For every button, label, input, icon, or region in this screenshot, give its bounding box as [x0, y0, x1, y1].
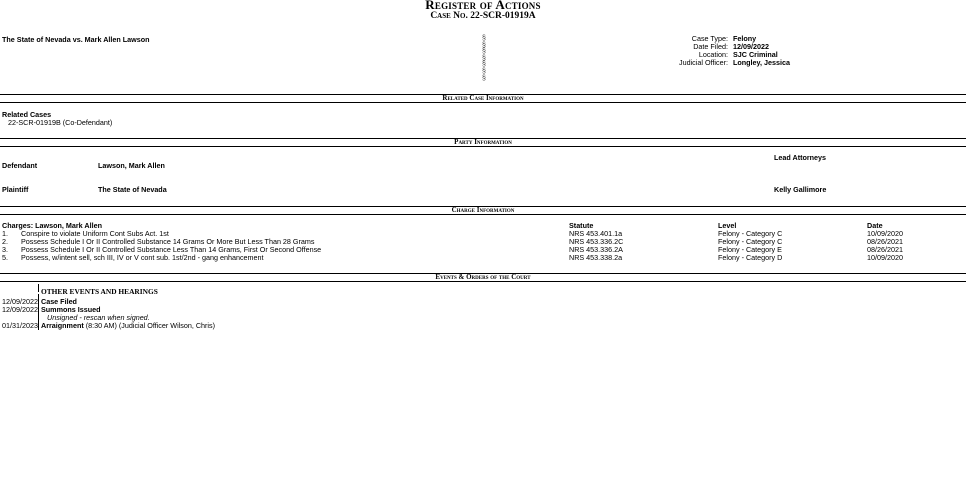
events-date-divider	[38, 294, 39, 330]
date-filed-value: 12/09/2022	[733, 42, 769, 51]
events-heading: OTHER EVENTS AND HEARINGS	[41, 287, 158, 296]
case-info-values	[733, 35, 790, 67]
plaintiff-role: Plaintiff	[2, 185, 29, 194]
charge-number: 2.	[2, 237, 8, 246]
section-mark: §	[482, 67, 486, 75]
charge-level: Felony - Category C	[718, 229, 783, 238]
section-mark: §	[482, 74, 486, 82]
charge-date: 08/26/2021	[867, 237, 903, 246]
events-band	[0, 273, 966, 282]
lead-attorneys-heading: Lead Attorneys	[774, 153, 827, 162]
section-mark: §	[482, 61, 486, 69]
charge-statute: NRS 453.336.2A	[569, 245, 623, 254]
charge-info-band-title: Charge Information	[451, 206, 515, 214]
charge-statute: NRS 453.401.1a	[569, 229, 623, 238]
date-column-header: Date	[867, 221, 883, 230]
case-info-labels	[600, 35, 728, 67]
party-info-band-title: Party Information	[454, 138, 512, 146]
event-line	[41, 321, 215, 330]
section-marks	[482, 36, 488, 82]
charge-description: Conspire to violate Uniform Cont Subs Act. 1st	[21, 229, 169, 238]
charge-description: Possess Schedule I Or II Controlled Substance Less Than 14 Grams, First Or Second Offense	[21, 245, 322, 254]
charge-number: 3.	[2, 245, 8, 254]
charge-info-band	[0, 206, 966, 215]
section-mark: §	[482, 54, 486, 62]
event-date: 12/09/2022	[2, 305, 38, 314]
case-caption: The State of Nevada vs. Mark Allen Lawson	[2, 35, 150, 44]
plaintiff-name: The State of Nevada	[98, 185, 167, 194]
date-filed-label: Date Filed:	[693, 42, 728, 51]
judicial-officer-value: Longley, Jessica	[733, 58, 790, 67]
event-date: 01/31/2023	[2, 321, 38, 330]
event-title[interactable]: Arraignment	[41, 321, 84, 330]
section-mark: §	[482, 41, 486, 49]
charge-number: 5.	[2, 253, 8, 262]
plaintiff-attorney: Kelly Gallimore	[774, 185, 827, 194]
charge-date: 10/09/2020	[867, 253, 903, 262]
page-title: Register of Actions	[425, 0, 541, 12]
related-case-band	[0, 94, 966, 103]
charge-number: 1.	[2, 229, 8, 238]
section-mark: §	[482, 48, 486, 56]
defendant-name: Lawson, Mark Allen	[98, 161, 165, 170]
event-title[interactable]: Case Filed	[41, 297, 77, 306]
charge-date: 10/09/2020	[867, 229, 903, 238]
events-band-title: Events & Orders of the Court	[435, 273, 531, 281]
defendant-role: Defendant	[2, 161, 38, 170]
charge-level: Felony - Category C	[718, 237, 783, 246]
event-note: Unsigned - rescan when signed.	[47, 313, 150, 322]
charges-heading: Charges: Lawson, Mark Allen	[2, 221, 102, 230]
level-column-header: Level	[718, 221, 737, 230]
section-mark: §	[482, 35, 486, 42]
related-cases-heading: Related Cases	[2, 110, 52, 119]
related-case-link[interactable]: 22-SCR-01919B (Co-Defendant)	[8, 118, 113, 127]
case-number: Case No. 22-SCR-01919A	[430, 11, 536, 21]
charge-description: Possess Schedule I Or II Controlled Substance 14 Grams Or More But Less Than 28 Grams	[21, 237, 315, 246]
charge-level: Felony - Category E	[718, 245, 782, 254]
party-info-band	[0, 138, 966, 147]
judicial-officer-label: Judicial Officer:	[679, 58, 728, 67]
charge-statute: NRS 453.336.2C	[569, 237, 624, 246]
charge-statute: NRS 453.338.2a	[569, 253, 623, 262]
location-label: Location:	[698, 50, 728, 59]
charge-description: Possess, w/intent sell, sch III, IV or V cont sub. 1st/2nd - gang enhancement	[21, 253, 264, 262]
charge-date: 08/26/2021	[867, 245, 903, 254]
event-date: 12/09/2022	[2, 297, 38, 306]
charge-level: Felony - Category D	[718, 253, 783, 262]
case-type-label: Case Type:	[691, 34, 728, 43]
events-divider	[38, 284, 40, 292]
case-type-value: Felony	[733, 34, 757, 43]
location-value: SJC Criminal	[733, 50, 778, 59]
event-detail: (8:30 AM) (Judicial Officer Wilson, Chris)	[85, 321, 216, 330]
related-case-band-title: Related Case Information	[442, 94, 524, 102]
event-title[interactable]: Summons Issued	[41, 305, 101, 314]
statute-column-header: Statute	[569, 221, 594, 230]
